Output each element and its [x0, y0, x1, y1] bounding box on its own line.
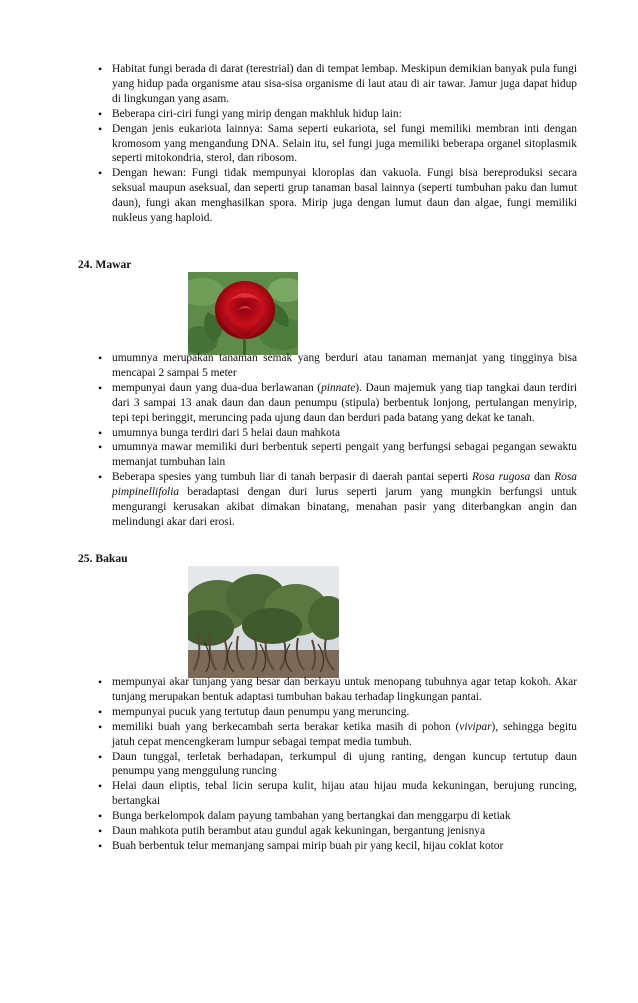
- mawar-list: [95, 351, 577, 530]
- bullet-icon: •: [98, 351, 103, 365]
- list-item: • Bunga berkelompok dalam payung tambahan yang bertangkai dan menggarpu di ketiak: [98, 809, 511, 824]
- bullet-icon: •: [98, 675, 103, 689]
- section-heading-mawar: 24. Mawar: [78, 258, 132, 271]
- list-item: • Habitat fungi berada di darat (terestrial) dan di tempat lembap. Meskipun demikian banyak pula fungi yang hidup pada organisme atau sisa-sisa organisme di laut atau di air tawar. Jamur juga dapat hidup di lingkungan yang asam.: [98, 62, 577, 105]
- list-item: • Beberapa spesies yang tumbuh liar di tanah berpasir di daerah pantai seperti Rosa rugosa dan Rosa pimpinellifolia beradaptasi dengan duri lurus seperti jarum yang mungkin berfungsi untuk mengurangi kerusakan akibat dimakan binatang, menahan pasir yang diterbangkan angin dan melindungi akar dari erosi.: [98, 470, 577, 528]
- list-item: • Helai daun eliptis, tebal licin serupa kulit, hijau atau hijau muda kekuningan, berujung runcing, bertangkai: [98, 779, 577, 808]
- bullet-icon: •: [98, 121, 103, 136]
- section-heading-bakau: 25. Bakau: [78, 552, 128, 565]
- list-item: • memiliki buah yang berkecambah serta berakar ketika masih di pohon (vivipar), sehingga begitu jatuh cepat mencengkeram lumpur sebagai tempat media tumbuh.: [98, 719, 577, 748]
- list-item: • umumnya merupakan tanaman semak yang berduri atau tanaman memanjat yang tingginya bisa mencapai 2 sampai 5 meter: [98, 351, 577, 379]
- list-item: • Daun tunggal, terletak berhadapan, terkumpul di ujung ranting, dengan kuncup tertutup daun penumpu yang menggulung runcing: [98, 749, 577, 778]
- bullet-icon: •: [98, 824, 103, 839]
- bullet-icon: •: [98, 106, 103, 121]
- list-item: • mempunyai akar tunjang yang besar dan berkayu untuk menopang tubuhnya agar tetap kokoh. Akar tunjang merupakan bentuk adaptasi tumbuhan bakau terhadap lingkungan pantai.: [98, 675, 577, 703]
- mangrove-image: [188, 566, 339, 678]
- bakau-list: [95, 675, 577, 854]
- list-item: • umumnya bunga terdiri dari 5 helai daun mahkota: [98, 425, 341, 440]
- list-item: • umumnya mawar memiliki duri berbentuk seperti pengait yang berfungsi sebagai pegangan sewaktu memanjat tumbuhan lain: [98, 440, 577, 469]
- bullet-icon: •: [98, 704, 103, 719]
- italic-term: pinnate: [321, 381, 356, 394]
- list-item: • Dengan hewan: Fungi tidak mempunyai kloroplas dan vakuola. Fungi bisa bereproduksi secara seksual maupun aseksual, dan seperti grup tanaman basal lainnya (seperti tumbuhan paku dan lumut daun), fungi akan menghasilkan spora. Mirip juga dengan lumut daun dan algae, fungi memiliki nukleus yang haploid.: [98, 166, 577, 225]
- bullet-icon: •: [98, 62, 103, 76]
- mangrove-photo: [188, 566, 339, 678]
- italic-term: Rosa pimpinellifolia: [112, 471, 577, 499]
- bullet-icon: •: [98, 440, 103, 455]
- italic-term: vivipar: [459, 720, 492, 733]
- list-item: • Buah berbentuk telur memanjang sampai mirip buah pir yang kecil, hijau coklat kotor: [98, 838, 504, 853]
- rose-image: [188, 272, 298, 355]
- list-item: • Beberapa ciri-ciri fungi yang mirip dengan makhluk hidup lain:: [98, 106, 402, 121]
- bullet-icon: •: [98, 749, 103, 764]
- bullet-icon: •: [98, 470, 103, 485]
- bullet-icon: •: [98, 838, 103, 853]
- list-item: • Daun mahkota putih berambut atau gundul agak kekuningan, bergantung jenisnya: [98, 824, 486, 839]
- fungi-list: [95, 62, 577, 226]
- italic-term: Rosa rugosa: [472, 471, 531, 484]
- bullet-icon: •: [98, 425, 103, 440]
- list-item: • mempunyai daun yang dua-dua berlawanan (pinnate). Daun majemuk yang tiap tangkai daun terdiri dari 3 sampai 13 anak daun dan daun penumpu (stipula) berbentuk lonjong, pertulangan menyirip, tepi tepi beringgit, meruncing pada ujung daun dan berduri pada batang yang dekat ke tanah.: [98, 380, 577, 424]
- list-item: • Dengan jenis eukariota lainnya: Sama seperti eukariota, sel fungi memiliki membran inti dengan kromosom yang mengandung DNA. Selain itu, sel fungi juga memiliki beberapa organel sitoplasmik seperti mitokondria, sterol, dan ribosom.: [98, 121, 577, 165]
- list-item: • mempunyai pucuk yang tertutup daun penumpu yang meruncing.: [98, 704, 410, 719]
- bullet-icon: •: [98, 166, 103, 181]
- bullet-icon: •: [98, 719, 103, 734]
- bullet-icon: •: [98, 380, 103, 395]
- bullet-icon: •: [98, 779, 103, 794]
- bullet-icon: •: [98, 809, 103, 824]
- rose-photo: [188, 272, 298, 355]
